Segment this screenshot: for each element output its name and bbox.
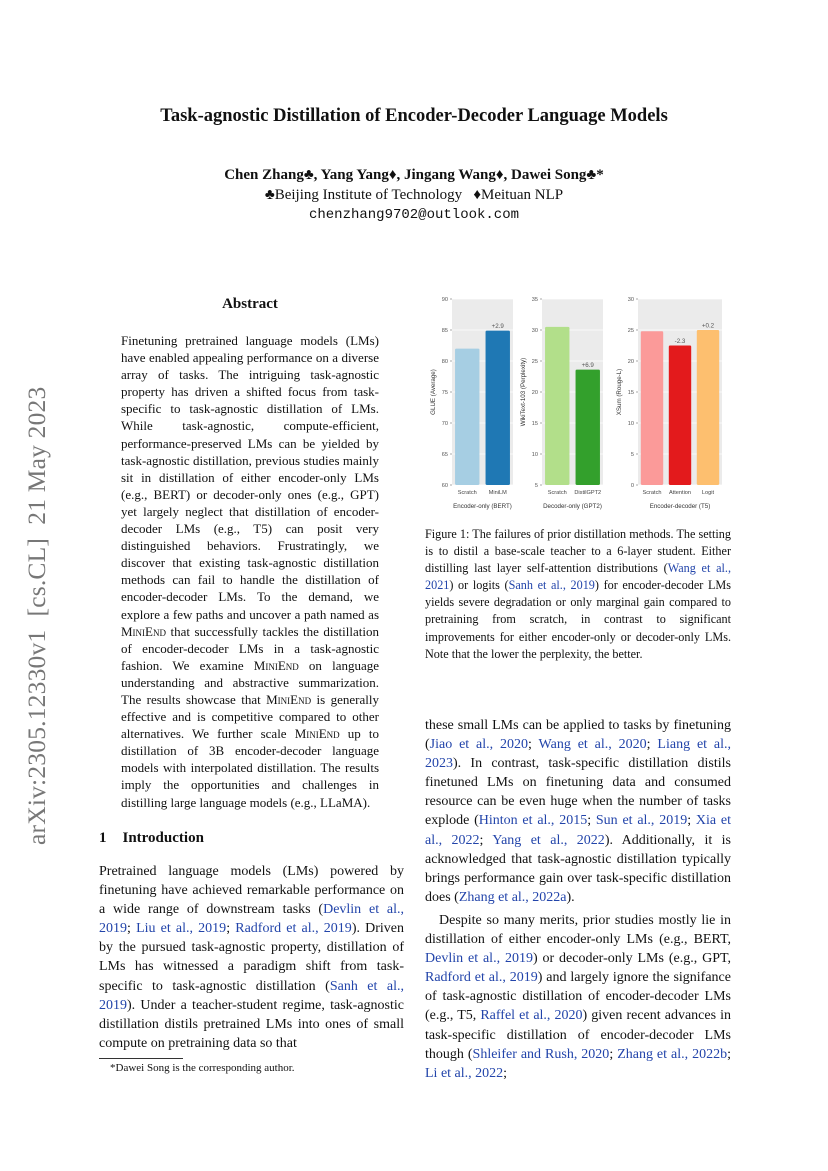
citation-link[interactable]: Devlin et al., 2019 — [99, 902, 404, 937]
bar — [576, 370, 600, 485]
bar — [641, 331, 663, 485]
x-tick-label: Attention — [668, 490, 692, 496]
paragraph: Despite so many merits, prior studies mostly lie in distillation of either encoder-only LMs (e.g., BERT, Devlin et al., 2019) or decoder-only LMs (e.g., GPT, Radford et al., 2019) and largely ignore the signifance of task-agnostic distillation of encoder-decoder LMs (e.g., T5, Raffel et al., 2020) given recent advances in task-specific distillation of encoder-decoder LMs though (Shleifer and Rush, 2020; Zhang et al., 2022b; Li et al., 2022; — [425, 912, 732, 1081]
y-tick-label: 60 — [441, 483, 448, 489]
paragraph: these small LMs can be applied to tasks by finetuning (Jiao et al., 2020; Wang et al., 2020; Liang et al., 2023). In contrast, task-specific distillation distils finetuned LMs on finetuning data and consumed resource can be even huge when the number of tasks explode (Hinton et al., 2015; Sun et al., 2019; Xia et al., 2022; Yang et al., 2022). Additionally, it is acknowledged that task-agnostic distillation typically brings performance gain over task-specific distillation does (Zhang et al., 2022a). — [425, 718, 732, 905]
y-tick-label: 65 — [441, 452, 448, 458]
citation-link[interactable]: Sanh et al., 2019 — [508, 578, 595, 593]
citation-link[interactable]: Li et al., 2022 — [425, 1065, 504, 1081]
y-tick-label: 25 — [627, 328, 634, 334]
citation-link[interactable]: Shleifer and Rush, 2020 — [472, 1046, 610, 1062]
citation-link[interactable]: Liu et al., 2019 — [136, 921, 227, 937]
abstract-heading: Abstract — [222, 296, 278, 312]
citation-link[interactable]: Devlin et al., 2019 — [425, 951, 533, 967]
x-tick-label: DistilGPT2 — [574, 490, 602, 496]
y-tick-label: 90 — [441, 297, 448, 303]
x-tick-label: Scratch — [457, 490, 477, 496]
x-tick-label: Scratch — [642, 490, 662, 496]
section-heading-introduction: 1 Introduction — [99, 830, 204, 846]
x-axis-label: Encoder-only (BERT) — [453, 503, 512, 510]
y-tick-label: 80 — [441, 359, 448, 365]
paper-authors: Chen Zhang♣, Yang Yang♦, Jingang Wang♦, Dawei Song♣* — [224, 167, 604, 183]
data-label: -2.3 — [674, 338, 686, 345]
y-tick-label: 15 — [531, 421, 538, 427]
data-label: +2.9 — [491, 323, 504, 331]
y-axis-label: XSum (Rouge-L) — [616, 368, 623, 416]
right-column-text — [425, 716, 731, 1083]
abstract-body: Finetuning pretrained language models (LMs) have enabled appealing performance on a diverse array of tasks. The intriguing task-agnostic property has driven a shifted focus from task-specific to task-agnostic distillation of LMs. While task-agnostic, compute-efficient, performance-preserved LMs can be yielded by task-agnostic distillation, previous studies mainly sit in distillation of either encoder-only LMs (e.g., BERT) or decoder-only ones (e.g., GPT) yet largely neglect that distillation of encoder-decoder LMs (e.g., T5) can posit very distinguished behaviors. Frustratingly, we discover that existing task-agnostic distillation methods can fail to handle the distillation of encoder-decoder LMs. To the demand, we explore a few paths and uncover a path named as MiniEnd that successfully tackles the distillation of encoder-decoder LMs in a task-agnostic fashion. We examine MiniEnd on language understanding and abstractive summarization. The results showcase that MiniEnd is generally effective and is competitive compared to other alternatives. We further scale MiniEnd up to distillation of 3B encoder-decoder language models with interpolated distillation. The results imply the opportunities and challenges in distilling large language models (e.g., LLaMA). — [121, 333, 380, 810]
y-axis-label: WikiText-103 (Perplexity) — [520, 357, 527, 427]
arxiv-identifier: arXiv:2305.12330v1 [cs.CL] 21 May 2023 — [22, 386, 51, 845]
y-tick-label: 10 — [531, 452, 538, 458]
y-tick-label: 70 — [441, 421, 448, 427]
citation-link[interactable]: Zhang et al., 2022b — [617, 1046, 728, 1062]
x-tick-label: Scratch — [547, 490, 567, 496]
bar — [486, 331, 510, 485]
x-tick-label: MiniLM — [488, 490, 507, 496]
y-tick-label: 10 — [627, 421, 634, 427]
y-tick-label: 30 — [627, 297, 634, 303]
y-axis-label: GLUE (Average) — [430, 369, 437, 415]
y-tick-label: 20 — [531, 390, 538, 396]
paper-affiliations: ♣Beijing Institute of Technology ♦Meituan NLP — [264, 187, 564, 203]
y-tick-label: 20 — [627, 359, 634, 365]
y-tick-label: 30 — [531, 328, 538, 334]
y-tick-label: 15 — [627, 390, 634, 396]
x-axis-label: Encoder-decoder (T5) — [649, 503, 711, 510]
figure-caption: Figure 1: The failures of prior distillation methods. The setting is to distil a base-scale teacher to a 6-layer student. Either distilling last layer self-attention distributions (Wang et al., 2021) or logits (Sanh et al., 2019) for encoder-decoder LMs yields severe degradation or only marginal gain compared to pretraining from scratch, in contrast to significant improvements for either encoder-only or decoder-only LMs. Note that the lower the perplexity, the better. — [425, 527, 731, 661]
author-email[interactable]: chenzhang9702@outlook.com — [308, 207, 520, 223]
citation-link[interactable]: Hinton et al., 2015 — [478, 813, 588, 829]
bar — [697, 330, 719, 485]
footnote-divider — [99, 1058, 183, 1059]
y-tick-label: 85 — [441, 328, 448, 334]
bar — [669, 346, 691, 486]
figure-1-bar-charts — [425, 291, 731, 517]
data-label: +6.9 — [581, 362, 594, 370]
method-name: MiniEnd — [253, 657, 299, 673]
citation-link[interactable]: Zhang et al., 2022a — [458, 889, 567, 905]
citation-link[interactable]: Sanh et al., 2019 — [99, 978, 404, 1013]
y-tick-label: 75 — [441, 390, 448, 396]
y-tick-label: 25 — [531, 359, 538, 365]
citation-link[interactable]: Radford et al., 2019 — [425, 970, 538, 986]
citation-link[interactable]: Radford et al., 2019 — [235, 921, 352, 937]
method-name: MiniEnd — [294, 726, 340, 742]
introduction-paragraph: Pretrained language models (LMs) powered by finetuning have achieved remarkable performance on a wide range of downstream tasks (Devlin et al., 2019; Liu et al., 2019; Radford et al., 2019). Driven by the pursued task-agnostic property, distillation of LMs has witnessed a paradigm shift from task-specific to task-agnostic distillation (Sanh et al., 2019). Under a teacher-student regime, task-agnostic distillation distils pretrained LMs into ones of small compute on pretraining data so that — [99, 864, 405, 1051]
x-axis-label: Decoder-only (GPT2) — [543, 503, 602, 510]
bar — [545, 327, 569, 485]
method-name: MiniEnd — [121, 623, 166, 639]
y-tick-label: 35 — [531, 297, 538, 303]
footnote: *Dawei Song is the corresponding author. — [110, 1062, 295, 1074]
citation-link[interactable]: Xia et al., 2022 — [425, 813, 731, 848]
x-tick-label: Logit — [701, 490, 715, 496]
y-tick-label: 0 — [630, 483, 634, 489]
method-name: MiniEnd — [266, 691, 312, 707]
citation-link[interactable]: Wang et al., 2020 — [538, 737, 647, 753]
citation-link[interactable]: Sun et al., 2019 — [595, 813, 688, 829]
citation-link[interactable]: Raffel et al., 2020 — [480, 1008, 583, 1024]
citation-link[interactable]: Yang et al., 2022 — [492, 832, 605, 848]
paper-title: Task-agnostic Distillation of Encoder-Decoder Language Models — [160, 106, 668, 126]
y-tick-label: 5 — [630, 452, 634, 458]
data-label: +0.2 — [701, 322, 715, 330]
bar — [455, 349, 479, 485]
citation-link[interactable]: Liang et al., 2023 — [425, 737, 732, 772]
y-tick-label: 5 — [534, 483, 538, 489]
citation-link[interactable]: Jiao et al., 2020 — [429, 737, 529, 753]
citation-link[interactable]: Wang et al., 2021 — [425, 561, 731, 593]
